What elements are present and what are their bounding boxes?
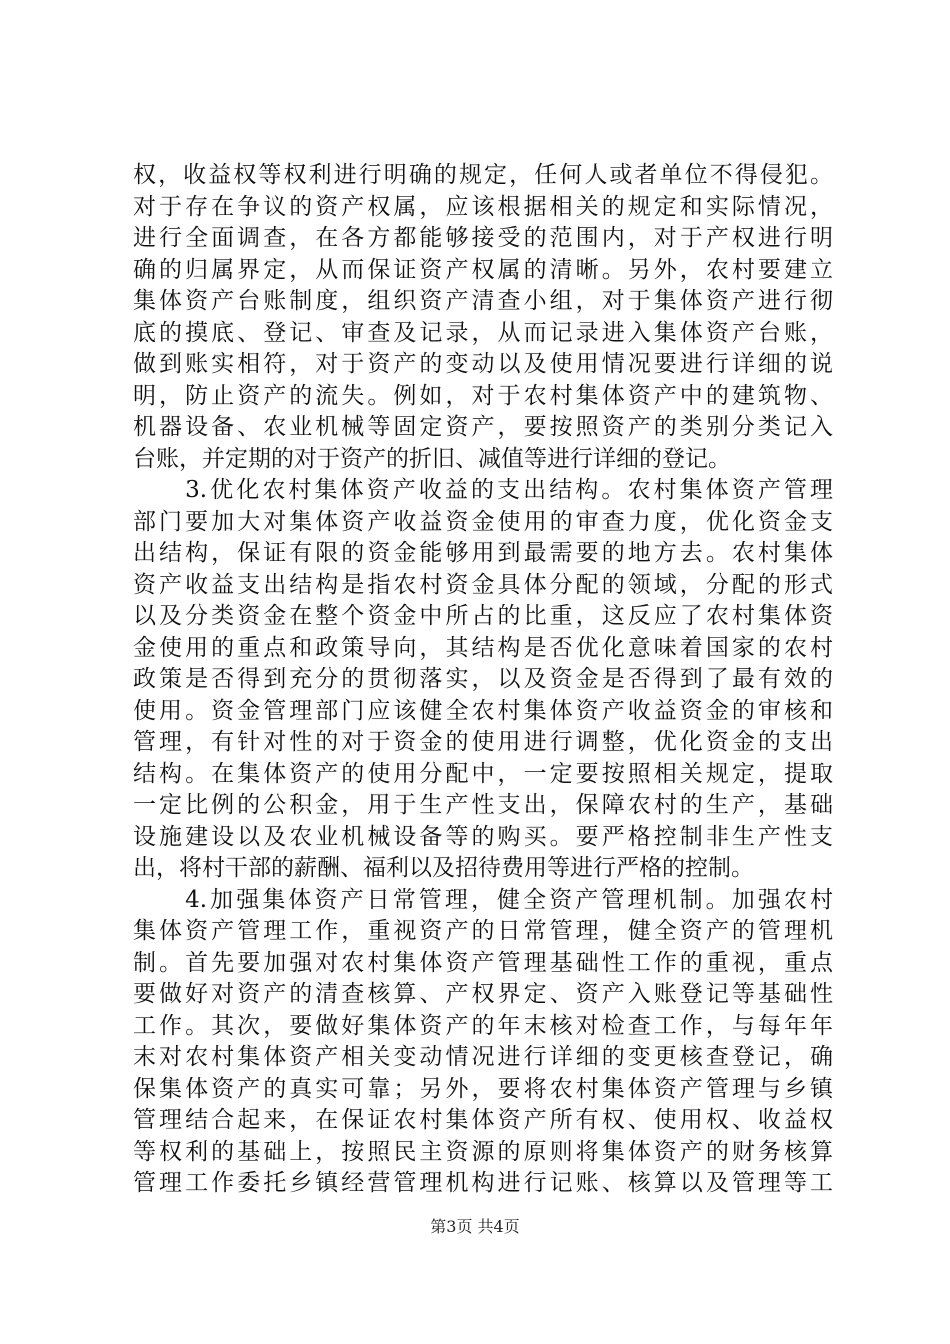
body-text (133, 160, 833, 1200)
text-line: 制。首先要加强对农村集体资产管理基础性工作的重视，重点 (133, 949, 833, 976)
text-line: 4.加强集体资产日常管理，健全资产管理机制。加强农村 (133, 886, 833, 913)
text-line: 3.优化农村集体资产收益的支出结构。农村集体资产管理 (133, 477, 833, 503)
text-line: 金使用的重点和政策导向，其结构是否优化意味着国家的农村 (133, 634, 833, 661)
text-line: 政策是否得到充分的贯彻落实，以及资金是否得到了最有效的 (133, 666, 833, 692)
text-line: 确的归属界定，从而保证资产权属的清晰。另外，农村要建立 (133, 256, 833, 283)
text-line: 保集体资产的真实可靠；另外，要将农村集体资产管理与乡镇 (133, 1075, 833, 1102)
text-line: 权，收益权等权利进行明确的规定，任何人或者单位不得侵犯。 (133, 162, 833, 188)
text-line: 要做好对资产的清查核算、产权界定、资产入账登记等基础性 (133, 981, 833, 1007)
text-line: 管理结合起来，在保证农村集体资产所有权、使用权、收益权 (133, 1107, 833, 1133)
text-line: 部门要加大对集体资产收益资金使用的审查力度，优化资金支 (133, 508, 833, 535)
text-line: 底的摸底、登记、审查及记录，从而记录进入集体资产台账， (133, 319, 833, 346)
text-line: 等权利的基础上，按照民主资源的原则将集体资产的财务核算 (133, 1138, 833, 1165)
text-line: 使用。资金管理部门应该健全农村集体资产收益资金的审核和 (133, 697, 833, 724)
text-line: 设施建设以及农业机械设备等的购买。要严格控制非生产性支 (133, 823, 833, 850)
text-line: 管理，有针对性的对于资金的使用进行调整，优化资金的支出 (133, 729, 833, 755)
text-line: 以及分类资金在整个资金中所占的比重，这反应了农村集体资 (133, 603, 833, 629)
text-line: 管理工作委托乡镇经营管理机构进行记账、核算以及管理等工 (133, 1170, 833, 1196)
text-line: 集体资产管理工作，重视资产的日常管理，健全资产的管理机 (133, 918, 833, 944)
text-line: 资产收益支出结构是指农村资金具体分配的领域，分配的形式 (133, 571, 833, 598)
page-footer: 第3页 共4页 (430, 1217, 520, 1236)
text-line: 台账，并定期的对于资产的折旧、减值等进行详细的登记。 (133, 445, 731, 472)
text-line: 末对农村集体资产相关变动情况进行详细的变更核查登记，确 (133, 1044, 833, 1070)
text-line: 集体资产台账制度，组织资产清查小组，对于集体资产进行彻 (133, 288, 833, 314)
text-line: 进行全面调查，在各方都能够接受的范围内，对于产权进行明 (133, 225, 833, 251)
text-line: 明，防止资产的流失。例如，对于农村集体资产中的建筑物、 (133, 382, 833, 409)
text-line: 结构。在集体资产的使用分配中，一定要按照相关规定，提取 (133, 760, 833, 787)
text-line: 出结构，保证有限的资金能够用到最需要的地方去。农村集体 (133, 540, 833, 566)
text-line: 机器设备、农业机械等固定资产，要按照资产的类别分类记入 (133, 414, 833, 440)
text-line: 一定比例的公积金，用于生产性支出，保障农村的生产，基础 (133, 792, 833, 818)
text-line: 对于存在争议的资产权属，应该根据相关的规定和实际情况， (133, 193, 833, 220)
text-line: 出，将村干部的薪酬、福利以及招待费用等进行严格的控制。 (133, 855, 754, 881)
text-line: 做到账实相符，对于资产的变动以及使用情况要进行详细的说 (133, 351, 833, 377)
text-line: 工作。其次，要做好集体资产的年末核对检查工作，与每年年 (133, 1012, 833, 1039)
